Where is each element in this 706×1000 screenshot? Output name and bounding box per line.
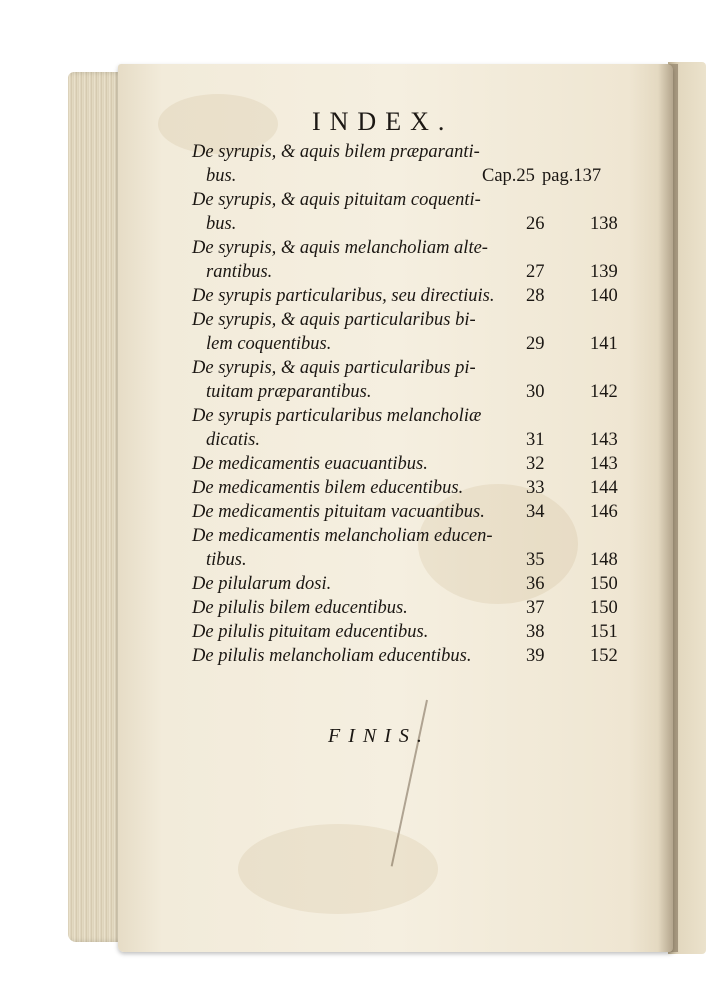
entry-title: De medicamentis euacuantibus. <box>192 454 428 474</box>
chapter-number: 27 <box>526 262 545 282</box>
entry-title: De medicamentis bilem educentibus. <box>192 478 464 498</box>
page-number: pag.137 <box>542 166 602 186</box>
entry-title: rantibus. <box>206 262 273 282</box>
index-entry <box>192 188 632 236</box>
page-number: 139 <box>590 262 618 282</box>
entry-title: lem coquentibus. <box>206 334 332 354</box>
page-number: 151 <box>590 622 618 642</box>
chapter-number: 34 <box>526 502 545 522</box>
index-entries <box>192 140 632 668</box>
index-entry-line <box>192 476 632 500</box>
entry-title: De syrupis particularibus, seu directiuis. <box>192 286 495 306</box>
gutter-shadow <box>658 64 678 952</box>
page-number: 140 <box>590 286 618 306</box>
index-entry-line <box>192 644 632 668</box>
index-entry-line <box>192 188 632 212</box>
chapter-number: 33 <box>526 478 545 498</box>
index-entry <box>192 356 632 404</box>
index-entry <box>192 404 632 452</box>
chapter-number: 36 <box>526 574 545 594</box>
page-number: 148 <box>590 550 618 570</box>
index-entry-line <box>192 452 632 476</box>
index-entry <box>192 596 632 620</box>
entry-title: De syrupis, & aquis particularibus bi- <box>192 310 476 330</box>
entry-title: tibus. <box>206 550 247 570</box>
entry-title: bus. <box>206 166 237 186</box>
index-entry-line <box>192 284 632 308</box>
page-title: INDEX. <box>312 107 454 136</box>
entry-title: De syrupis, & aquis bilem præparanti- <box>192 142 480 162</box>
index-entry <box>192 140 632 188</box>
chapter-number: 26 <box>526 214 545 234</box>
page-number: 141 <box>590 334 618 354</box>
index-entry <box>192 236 632 284</box>
index-entry <box>192 476 632 500</box>
chapter-number: 39 <box>526 646 545 666</box>
index-entry-line <box>192 620 632 644</box>
index-entry-line <box>192 140 632 164</box>
page-number: 143 <box>590 454 618 474</box>
entry-title: De pilularum dosi. <box>192 574 332 594</box>
index-entry-line <box>192 260 632 284</box>
page-number: 150 <box>590 598 618 618</box>
index-entry-line <box>192 404 632 428</box>
index-entry-line <box>192 500 632 524</box>
index-entry <box>192 284 632 308</box>
index-entry-line <box>192 380 632 404</box>
index-entry-line <box>192 308 632 332</box>
entry-title: tuitam præparantibus. <box>206 382 372 402</box>
paper-stain <box>238 824 438 914</box>
chapter-number: 38 <box>526 622 545 642</box>
entry-title: De syrupis particularibus melancholiæ <box>192 406 482 426</box>
index-entry-line <box>192 428 632 452</box>
chapter-number: Cap.25 <box>482 166 535 186</box>
entry-title: bus. <box>206 214 237 234</box>
chapter-number: 35 <box>526 550 545 570</box>
index-entry-line <box>192 356 632 380</box>
entry-title: De pilulis bilem educentibus. <box>192 598 408 618</box>
index-entry-line <box>192 596 632 620</box>
chapter-number: 37 <box>526 598 545 618</box>
index-entry <box>192 644 632 668</box>
page-number: 152 <box>590 646 618 666</box>
index-entry-line <box>192 332 632 356</box>
index-entry-line <box>192 164 632 188</box>
index-entry <box>192 500 632 524</box>
page-number: 142 <box>590 382 618 402</box>
index-entry <box>192 524 632 572</box>
page-number: 138 <box>590 214 618 234</box>
finis-text: FINIS. <box>328 725 430 747</box>
chapter-number: 31 <box>526 430 545 450</box>
chapter-number: 29 <box>526 334 545 354</box>
entry-title: De syrupis, & aquis particularibus pi- <box>192 358 476 378</box>
index-entry-line <box>192 524 632 548</box>
index-entry <box>192 308 632 356</box>
entry-title: De pilulis pituitam educentibus. <box>192 622 429 642</box>
index-entry <box>192 620 632 644</box>
entry-title: De pilulis melancholiam educentibus. <box>192 646 472 666</box>
page-number: 143 <box>590 430 618 450</box>
entry-title: De medicamentis pituitam vacuantibus. <box>192 502 485 522</box>
index-entry-line <box>192 572 632 596</box>
index-entry-line <box>192 236 632 260</box>
index-entry-line <box>192 548 632 572</box>
chapter-number: 30 <box>526 382 545 402</box>
page-number: 150 <box>590 574 618 594</box>
index-entry-line <box>192 212 632 236</box>
entry-title: De medicamentis melancholiam educen- <box>192 526 493 546</box>
chapter-number: 28 <box>526 286 545 306</box>
index-entry <box>192 572 632 596</box>
page-number: 146 <box>590 502 618 522</box>
entry-title: De syrupis, & aquis melancholiam alte- <box>192 238 488 258</box>
index-entry <box>192 452 632 476</box>
entry-title: De syrupis, & aquis pituitam coquenti- <box>192 190 481 210</box>
page-number: 144 <box>590 478 618 498</box>
chapter-number: 32 <box>526 454 545 474</box>
entry-title: dicatis. <box>206 430 260 450</box>
